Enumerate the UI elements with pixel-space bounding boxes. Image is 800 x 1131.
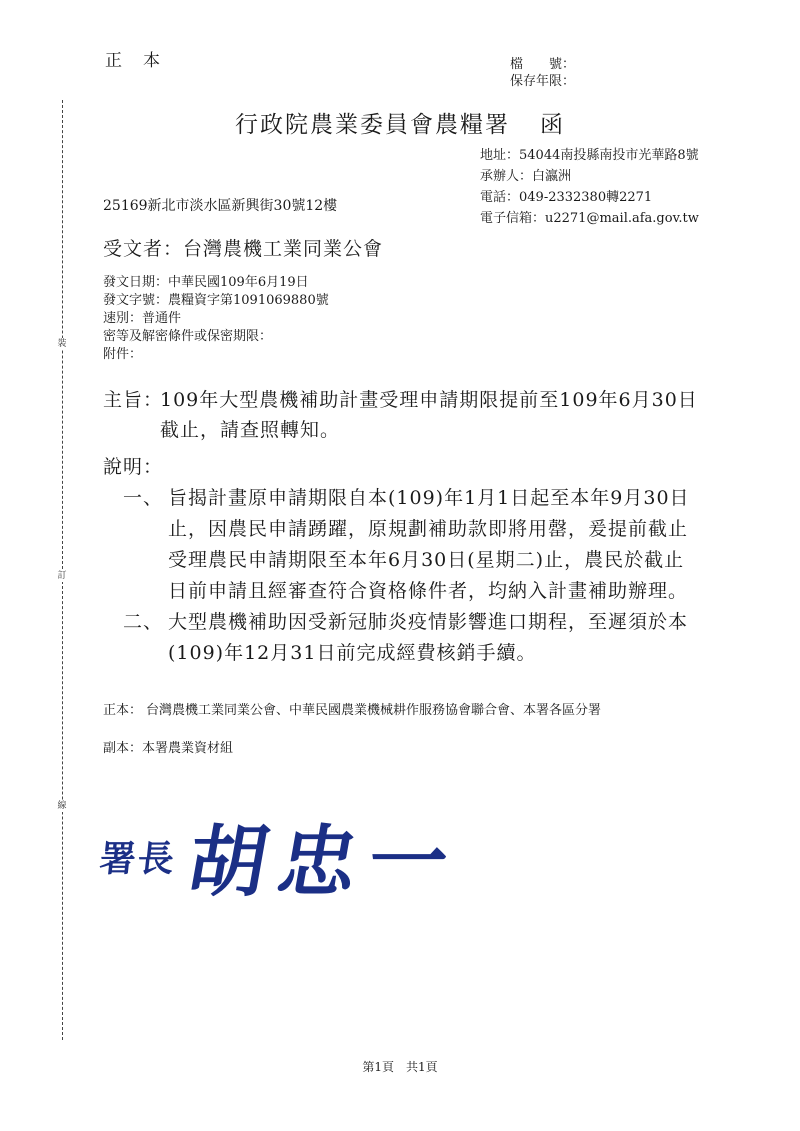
binding-mark-ding: 訂	[55, 570, 69, 582]
item-number: 一、	[123, 487, 164, 509]
original-label: 正本：	[103, 703, 143, 718]
original-recipients: 台灣農機工業同業公會、中華民國農業機械耕作服務協會聯合會、本署各區分署	[146, 703, 602, 718]
subject-label: 主旨：	[103, 389, 164, 411]
document-meta	[103, 274, 329, 364]
contact-email: 電子信箱：u2271@mail.afa.gov.tw	[480, 211, 699, 226]
contact-address: 地址：54044南投縣南投市光華路8號	[480, 148, 699, 163]
copy-recipients: 本署農業資材組	[142, 741, 234, 756]
explanation-label: 說明：	[103, 456, 164, 478]
document-title	[0, 106, 800, 139]
file-number-label: 檔 號：	[510, 57, 576, 72]
retention-period-label: 保存年限：	[510, 74, 576, 89]
signature-name: 胡忠一	[180, 818, 467, 908]
contact-info	[480, 145, 720, 229]
item-text: 旨揭計畫原申請期限自本(109)年1月1日起至本年9月30日止，因農民申請踴躍，原規劃補助款即將用罄，爰提前截止受理農民申請期限至本年6月30日(星期二)止，農民於截止日前申請且經審查符合資格條件者，均納入計畫補助辦理。	[168, 487, 690, 602]
item-text: 大型農機補助因受新冠肺炎疫情影響進口期程，至遲須於本(109)年12月31日前完成經費核銷手續。	[168, 611, 689, 664]
document-number: 發文字號：農糧資字第1091069880號	[103, 293, 329, 308]
recipient: 受文者：台灣農機工業同業公會	[103, 238, 384, 260]
recipient-address: 25169新北市淡水區新興街30號12樓	[103, 198, 338, 214]
issue-date: 發文日期：中華民國109年6月19日	[103, 275, 309, 290]
security-level: 密等及解密條件或保密期限：	[103, 329, 273, 344]
signature-role: 署長	[97, 838, 178, 880]
attachment: 附件：	[103, 347, 143, 362]
contact-handler: 承辦人：白瀛洲	[480, 169, 572, 184]
agency-name: 行政院農業委員會農糧署	[235, 112, 510, 138]
page-number: 第1頁 共1頁	[362, 1060, 438, 1074]
binding-mark-xian: 線	[55, 800, 69, 812]
copy-label: 副本：	[103, 741, 143, 756]
binding-mark-zhuang: 裝	[55, 338, 69, 350]
contact-phone: 電話：049-2332380轉2271	[480, 190, 653, 205]
item-number: 二、	[123, 611, 164, 633]
subject-text: 109年大型農機補助計畫受理申請期限提前至109年6月30日截止，請查照轉知。	[160, 389, 698, 441]
document-type: 函	[540, 112, 565, 138]
copy-type: 正 本	[105, 51, 162, 71]
delivery-speed: 速別：普通件	[103, 311, 182, 326]
copy-distribution	[103, 740, 233, 758]
signature	[97, 800, 467, 912]
